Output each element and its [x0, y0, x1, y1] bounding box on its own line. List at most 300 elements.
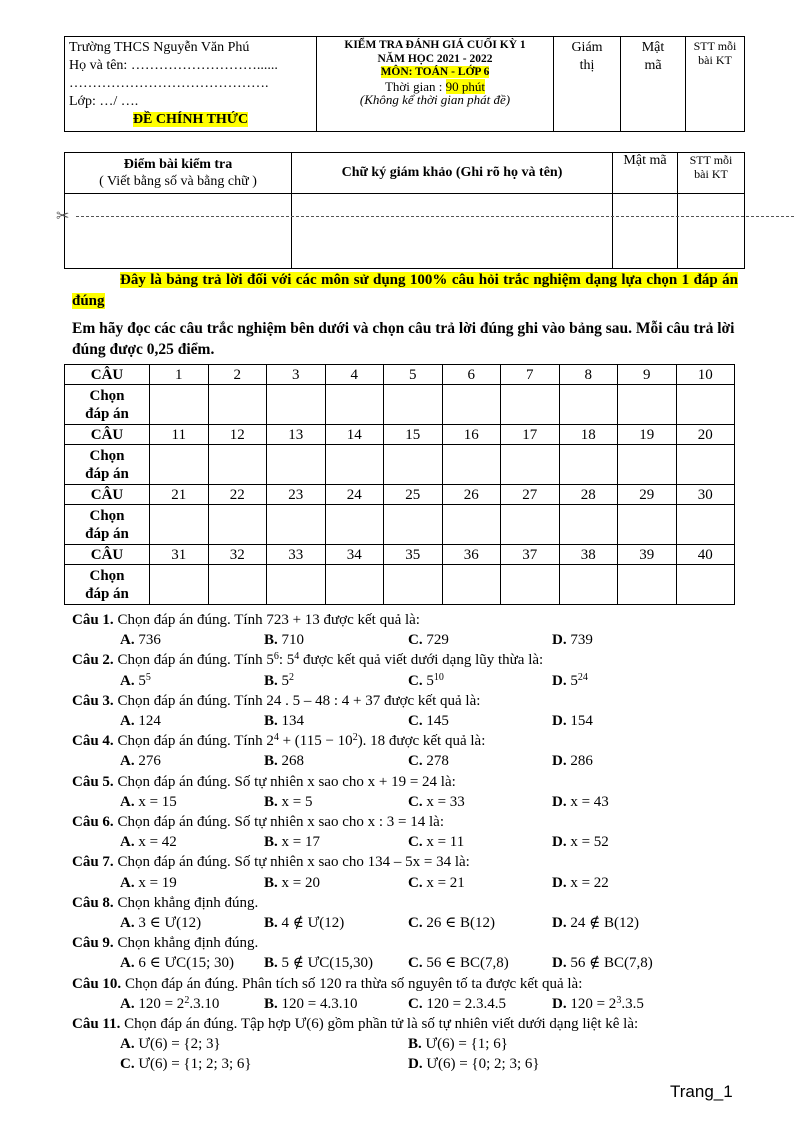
- option-letter: C.: [408, 632, 423, 649]
- answer-option[interactable]: [264, 994, 408, 1014]
- option-text: Ư(6) = {1; 2; 3; 6}: [138, 1056, 252, 1073]
- answer-choice-cell[interactable]: [150, 385, 209, 425]
- answer-choice-row: [65, 385, 735, 425]
- answer-choice-cell[interactable]: [676, 505, 735, 545]
- answer-choice-cell[interactable]: [442, 505, 501, 545]
- choose-label-1: Chọn: [89, 447, 125, 464]
- answer-choice-cell[interactable]: [325, 505, 384, 545]
- option-letter: A.: [120, 753, 135, 770]
- questions-list: [72, 610, 762, 1075]
- option-text: x = 17: [281, 834, 320, 851]
- option-letter: A.: [120, 915, 135, 932]
- answer-table: [64, 364, 735, 605]
- option-exponent: 3: [616, 994, 622, 1006]
- option-letter: B.: [264, 995, 278, 1012]
- answer-choice-cell[interactable]: [150, 445, 209, 485]
- option-letter: A.: [120, 713, 135, 730]
- question-text: Chọn khẳng định đúng.: [117, 894, 259, 911]
- answer-option[interactable]: [552, 792, 696, 812]
- answer-choice-cell[interactable]: [559, 385, 618, 425]
- cau-label: CÂU: [65, 365, 150, 385]
- option-text: 5: [426, 672, 434, 689]
- stt-label-1: STT mỗi: [693, 39, 737, 53]
- score-stt-2: bài KT: [694, 167, 728, 181]
- answer-option[interactable]: [264, 832, 408, 852]
- answer-option[interactable]: [408, 832, 552, 852]
- option-text: 124: [138, 713, 161, 730]
- option-text: 268: [281, 753, 305, 770]
- question-text-pre: Chọn đáp án đúng. Tính 5: [117, 652, 274, 669]
- question-stem: [72, 933, 762, 953]
- answer-option[interactable]: [120, 792, 264, 812]
- time-label: Thời gian :: [384, 78, 446, 94]
- question-exponent: 4: [273, 732, 279, 744]
- question-label: Câu 9.: [72, 935, 114, 952]
- question-number-row: [65, 425, 735, 445]
- option-letter: A.: [120, 672, 135, 689]
- answer-option[interactable]: [552, 630, 696, 650]
- answer-choice-cell[interactable]: [384, 505, 443, 545]
- answer-choice-cell[interactable]: [325, 385, 384, 425]
- header-table: [64, 36, 745, 132]
- option-letter: C.: [408, 834, 423, 851]
- question-number-cell: 5: [384, 365, 443, 385]
- choose-label-cell: [65, 505, 150, 545]
- answer-options: [72, 671, 762, 691]
- answer-option[interactable]: [264, 711, 408, 731]
- answer-choice-cell[interactable]: [150, 565, 209, 605]
- score-code-header: [613, 153, 678, 194]
- cau-label: CÂU: [65, 545, 150, 565]
- option-text: 739: [570, 632, 593, 649]
- answer-option[interactable]: [264, 913, 408, 933]
- question-number-cell: 3: [267, 365, 326, 385]
- answer-option[interactable]: [408, 751, 552, 771]
- option-text: 5: [138, 672, 146, 689]
- score-note: ( Viết bằng số và bằng chữ ): [99, 174, 257, 189]
- question-number-cell: 31: [150, 545, 209, 565]
- answer-option[interactable]: [120, 832, 264, 852]
- answer-option[interactable]: [264, 671, 408, 691]
- choose-label-cell: [65, 445, 150, 485]
- answer-option[interactable]: [120, 953, 264, 973]
- option-text: 134: [281, 713, 305, 730]
- score-input-cell[interactable]: [65, 194, 292, 269]
- examiner-header-cell: [292, 153, 613, 194]
- intro-paragraph: [72, 270, 738, 312]
- question-text-mid: + (115 − 10: [278, 733, 353, 750]
- intro-highlight: Đây là bảng trả lời đối với các môn sử dụng 100% câu hỏi trắc nghiệm dạng lựa chọn 1 đáp án đúng: [72, 272, 738, 309]
- choose-label-1: Chọn: [89, 507, 125, 524]
- option-letter: B.: [264, 793, 278, 810]
- option-letter: A.: [120, 632, 135, 649]
- option-letter: D.: [552, 915, 567, 932]
- question-number-cell: 27: [501, 485, 560, 505]
- answer-options: [72, 832, 762, 852]
- option-letter: D.: [552, 753, 567, 770]
- question-label: Câu 10.: [72, 975, 122, 992]
- option-exponent: 2: [184, 994, 190, 1006]
- answer-option[interactable]: [264, 873, 408, 893]
- option-letter: C.: [408, 713, 423, 730]
- option-letter: B.: [264, 834, 278, 851]
- question-text: Chọn đáp án đúng. Số tự nhiên x sao cho x + 19 = 24 là:: [117, 773, 456, 790]
- stt-cell: [686, 37, 745, 132]
- answer-option[interactable]: [264, 630, 408, 650]
- question-stem: [72, 772, 762, 792]
- option-text: 5: [281, 672, 290, 689]
- option-letter: D.: [408, 1056, 423, 1073]
- question-number-cell: 40: [676, 545, 735, 565]
- scissors-icon: ✂: [56, 208, 70, 225]
- cau-label: CÂU: [65, 425, 150, 445]
- answer-choice-cell[interactable]: [208, 445, 267, 485]
- question-exponent: 4: [294, 651, 300, 663]
- question-label: Câu 3.: [72, 692, 114, 709]
- answer-option[interactable]: [264, 953, 408, 973]
- option-letter: C.: [408, 995, 423, 1012]
- question-number-cell: 30: [676, 485, 735, 505]
- option-letter: B.: [264, 955, 278, 972]
- answer-choice-cell[interactable]: [618, 385, 677, 425]
- page-footer: Trang_1: [670, 1082, 733, 1101]
- question-number-cell: 22: [208, 485, 267, 505]
- question-number-row: [65, 365, 735, 385]
- examiner-signature-cell[interactable]: [292, 194, 613, 269]
- answer-choice-cell[interactable]: [501, 505, 560, 545]
- answer-choice-row: [65, 505, 735, 545]
- choose-label-1: Chọn: [89, 387, 125, 404]
- answer-option[interactable]: [552, 953, 696, 973]
- answer-choice-cell[interactable]: [501, 445, 560, 485]
- answer-choice-cell[interactable]: [267, 385, 326, 425]
- option-letter: C.: [120, 1056, 135, 1073]
- option-letter: B.: [264, 753, 278, 770]
- option-text: 276: [138, 753, 161, 770]
- option-letter: C.: [408, 955, 423, 972]
- cau-label: CÂU: [65, 485, 150, 505]
- answer-choice-cell[interactable]: [267, 445, 326, 485]
- option-text: 278: [426, 753, 449, 770]
- question-stem: [72, 650, 762, 670]
- answer-option[interactable]: [408, 913, 552, 933]
- question-text: Chọn khẳng định đúng.: [117, 935, 259, 952]
- question-text: Chọn đáp án đúng. Phân tích số 120 ra thừa số nguyên tố ta được kết quả là:: [124, 975, 583, 992]
- option-text: 120 = 2: [570, 995, 617, 1012]
- question-number-cell: 2: [208, 365, 267, 385]
- option-letter: A.: [120, 995, 135, 1012]
- question-number-cell: 25: [384, 485, 443, 505]
- question-number-cell: 15: [384, 425, 443, 445]
- subject: MÔN: TOÁN - LỚP 6: [380, 66, 490, 78]
- answer-choice-cell[interactable]: [325, 565, 384, 605]
- option-text: 729: [426, 632, 449, 649]
- answer-choice-cell[interactable]: [442, 445, 501, 485]
- answer-option[interactable]: [552, 994, 696, 1014]
- answer-choice-cell[interactable]: [384, 565, 443, 605]
- option-letter: D.: [552, 874, 567, 891]
- answer-options: [72, 1034, 762, 1054]
- option-letter: D.: [552, 672, 567, 689]
- option-text: x = 5: [281, 793, 313, 810]
- answer-choice-cell[interactable]: [618, 445, 677, 485]
- question-number-row: [65, 545, 735, 565]
- question-label: Câu 7.: [72, 854, 114, 871]
- question-number-cell: 34: [325, 545, 384, 565]
- question-text-mid: : 5: [278, 652, 295, 669]
- official-label: ĐỀ CHÍNH THỨC: [132, 112, 249, 127]
- answer-option[interactable]: [408, 711, 552, 731]
- question-number-cell: 20: [676, 425, 735, 445]
- answer-choice-cell[interactable]: [676, 445, 735, 485]
- question-label: Câu 11.: [72, 1016, 121, 1033]
- question-stem: [72, 852, 762, 872]
- answer-option[interactable]: [120, 711, 264, 731]
- question-number-cell: 10: [676, 365, 735, 385]
- option-exponent: 24: [577, 671, 588, 683]
- option-text: 286: [570, 753, 593, 770]
- dots-line: …………………………………….: [69, 76, 269, 91]
- option-text: x = 52: [570, 834, 609, 851]
- answer-option[interactable]: [264, 792, 408, 812]
- answer-choice-cell[interactable]: [559, 565, 618, 605]
- option-text: x = 19: [138, 874, 177, 891]
- option-letter: C.: [408, 672, 423, 689]
- option-text: 145: [426, 713, 449, 730]
- question-number-cell: 6: [442, 365, 501, 385]
- answer-option[interactable]: [552, 873, 696, 893]
- question-text-post: được kết quả viết dưới dạng lũy thừa là:: [299, 652, 544, 669]
- answer-option[interactable]: [408, 671, 552, 691]
- question-number-cell: 33: [267, 545, 326, 565]
- question-number-cell: 7: [501, 365, 560, 385]
- question-number-cell: 28: [559, 485, 618, 505]
- answer-option[interactable]: [120, 630, 264, 650]
- option-text: x = 33: [426, 793, 465, 810]
- answer-option[interactable]: [408, 630, 552, 650]
- option-text: 120 = 2: [138, 995, 185, 1012]
- score-header-cell: [65, 153, 292, 194]
- question-exponent: 6: [273, 651, 279, 663]
- option-letter: B.: [264, 632, 278, 649]
- question-number-row: [65, 485, 735, 505]
- option-text: 6 ∈ ƯC(15; 30): [138, 955, 234, 972]
- answer-options: [72, 751, 762, 771]
- option-letter: B.: [264, 874, 278, 891]
- option-text: x = 22: [570, 874, 609, 891]
- answer-choice-cell[interactable]: [384, 385, 443, 425]
- option-letter: D.: [552, 713, 567, 730]
- proctor-label-2: thị: [579, 58, 595, 73]
- score-code-label: Mật mã: [623, 153, 667, 168]
- option-text: Ư(6) = {1; 6}: [425, 1036, 508, 1053]
- question-number-cell: 18: [559, 425, 618, 445]
- question-stem: [72, 731, 762, 751]
- answer-options: [72, 953, 762, 973]
- answer-choice-cell[interactable]: [501, 385, 560, 425]
- option-letter: D.: [552, 955, 567, 972]
- question-number-cell: 8: [559, 365, 618, 385]
- option-text: 3 ∈ Ư(12): [138, 915, 202, 932]
- answer-choice-cell[interactable]: [618, 505, 677, 545]
- answer-choice-cell[interactable]: [676, 385, 735, 425]
- option-exponent: 10: [433, 671, 444, 683]
- question-number-cell: 21: [150, 485, 209, 505]
- answer-choice-cell[interactable]: [618, 565, 677, 605]
- time-value: 90 phút: [445, 78, 486, 94]
- answer-option[interactable]: [120, 994, 264, 1014]
- score-table: [64, 152, 745, 269]
- answer-option[interactable]: [408, 1034, 696, 1054]
- option-text: Ư(6) = {2; 3}: [138, 1036, 221, 1053]
- option-text: x = 11: [426, 834, 465, 851]
- question-number-cell: 39: [618, 545, 677, 565]
- answer-choice-cell[interactable]: [559, 505, 618, 545]
- score-stt-header: [678, 153, 745, 194]
- answer-options: [72, 792, 762, 812]
- question-number-cell: 17: [501, 425, 560, 445]
- code-label-2: mã: [644, 58, 662, 73]
- question-stem: [72, 610, 762, 630]
- question-label: Câu 5.: [72, 773, 114, 790]
- answer-option[interactable]: [408, 994, 552, 1014]
- choose-label-2: đáp án: [85, 405, 129, 422]
- question-text: Chọn đáp án đúng. Số tự nhiên x sao cho 134 – 5x = 34 là:: [117, 854, 470, 871]
- question-number-cell: 4: [325, 365, 384, 385]
- option-exponent: 5: [145, 671, 151, 683]
- proctor-label-1: Giám: [571, 40, 603, 55]
- question-number-cell: 35: [384, 545, 443, 565]
- answer-option[interactable]: [120, 873, 264, 893]
- answer-option[interactable]: [120, 751, 264, 771]
- answer-choice-cell[interactable]: [208, 385, 267, 425]
- question-number-cell: 26: [442, 485, 501, 505]
- question-label: Câu 8.: [72, 894, 114, 911]
- choose-label-2: đáp án: [85, 525, 129, 542]
- option-text-tail: .3.10: [189, 995, 220, 1012]
- answer-options: [72, 994, 762, 1014]
- option-text: 5 ∉ ƯC(15,30): [281, 955, 374, 972]
- question-number-cell: 12: [208, 425, 267, 445]
- question-stem: [72, 691, 762, 711]
- exam-info-cell: [317, 37, 554, 132]
- answer-choice-cell[interactable]: [325, 445, 384, 485]
- question-number-cell: 13: [267, 425, 326, 445]
- time-note: (Không kể thời gian phát đề): [359, 92, 511, 107]
- question-stem: [72, 812, 762, 832]
- answer-choice-cell[interactable]: [442, 385, 501, 425]
- answer-option[interactable]: [120, 671, 264, 691]
- option-text-tail: .3.5: [621, 995, 644, 1012]
- answer-option[interactable]: [408, 873, 552, 893]
- option-text: 26 ∈ B(12): [426, 915, 495, 932]
- answer-option[interactable]: [120, 913, 264, 933]
- name-line: Họ và tên: ………………………......: [69, 58, 278, 73]
- score-code-cell: [613, 194, 678, 269]
- question-number-cell: 16: [442, 425, 501, 445]
- examiner-label: Chữ ký giám khảo (Ghi rõ họ và tên): [341, 165, 563, 180]
- question-text-pre: Chọn đáp án đúng. Tính 2: [117, 733, 274, 750]
- option-text: 120 = 4.3.10: [281, 995, 358, 1012]
- student-info-cell: [65, 37, 317, 132]
- option-letter: D.: [552, 834, 567, 851]
- answer-option[interactable]: [552, 671, 696, 691]
- answer-option[interactable]: [552, 711, 696, 731]
- answer-choice-cell[interactable]: [676, 565, 735, 605]
- question-number-cell: 14: [325, 425, 384, 445]
- option-text: x = 21: [426, 874, 465, 891]
- answer-choice-cell[interactable]: [208, 565, 267, 605]
- question-text: Chọn đáp án đúng. Số tự nhiên x sao cho x : 3 = 14 là:: [117, 814, 444, 831]
- answer-option[interactable]: [552, 832, 696, 852]
- answer-options: [72, 1054, 762, 1074]
- question-number-cell: 29: [618, 485, 677, 505]
- answer-choice-cell[interactable]: [267, 505, 326, 545]
- question-text: Chọn đáp án đúng. Tính 24 . 5 – 48 : 4 + 37 được kết quả là:: [117, 692, 481, 709]
- answer-option[interactable]: [408, 792, 552, 812]
- option-letter: B.: [264, 915, 278, 932]
- answer-choice-row: [65, 565, 735, 605]
- answer-choice-cell[interactable]: [501, 565, 560, 605]
- answer-option[interactable]: [120, 1034, 408, 1054]
- option-letter: A.: [120, 955, 135, 972]
- score-stt-1: STT mỗi: [689, 153, 733, 167]
- question-label: Câu 2.: [72, 652, 114, 669]
- question-stem: [72, 1014, 762, 1034]
- option-text: 154: [570, 713, 593, 730]
- option-text: x = 43: [570, 793, 609, 810]
- answer-option[interactable]: [120, 1054, 408, 1074]
- option-text: 24 ∉ B(12): [570, 915, 639, 932]
- choose-label-1: Chọn: [89, 567, 125, 584]
- answer-option[interactable]: [552, 913, 696, 933]
- question-exponent: 2: [352, 732, 358, 744]
- answer-choice-cell[interactable]: [150, 505, 209, 545]
- answer-option[interactable]: [552, 751, 696, 771]
- question-text: Chọn đáp án đúng. Tính 723 + 13 được kết quả là:: [117, 612, 420, 628]
- option-text: 56 ∈ BC(7,8): [426, 955, 509, 972]
- question-text: Chọn đáp án đúng. Tập hợp Ư(6) gồm phần tử là số tự nhiên viết dưới dạng liệt kê là:: [124, 1016, 639, 1033]
- cut-line: [76, 216, 794, 217]
- choose-label-cell: [65, 565, 150, 605]
- answer-option[interactable]: [408, 1054, 696, 1074]
- option-letter: D.: [552, 632, 567, 649]
- option-text: 4 ∉ Ư(12): [281, 915, 345, 932]
- question-number-cell: 37: [501, 545, 560, 565]
- option-letter: B.: [264, 672, 278, 689]
- choose-label-2: đáp án: [85, 585, 129, 602]
- question-number-cell: 9: [618, 365, 677, 385]
- answer-option[interactable]: [408, 953, 552, 973]
- exam-title: KIỂM TRA ĐÁNH GIÁ CUỐI KỲ 1: [344, 39, 526, 51]
- class-line: Lớp: …/ ….: [69, 94, 139, 109]
- option-text: 736: [138, 632, 161, 649]
- question-stem: [72, 974, 762, 994]
- answer-option[interactable]: [264, 751, 408, 771]
- answer-choice-cell[interactable]: [208, 505, 267, 545]
- answer-choice-cell[interactable]: [267, 565, 326, 605]
- option-letter: A.: [120, 793, 135, 810]
- score-title: Điểm bài kiểm tra: [123, 157, 233, 172]
- answer-choice-cell[interactable]: [442, 565, 501, 605]
- question-number-cell: 36: [442, 545, 501, 565]
- option-exponent: 2: [289, 671, 295, 683]
- question-label: Câu 6.: [72, 814, 114, 831]
- option-letter: C.: [408, 874, 423, 891]
- answer-choice-cell[interactable]: [559, 445, 618, 485]
- proctor-cell: [554, 37, 621, 132]
- answer-choice-cell[interactable]: [384, 445, 443, 485]
